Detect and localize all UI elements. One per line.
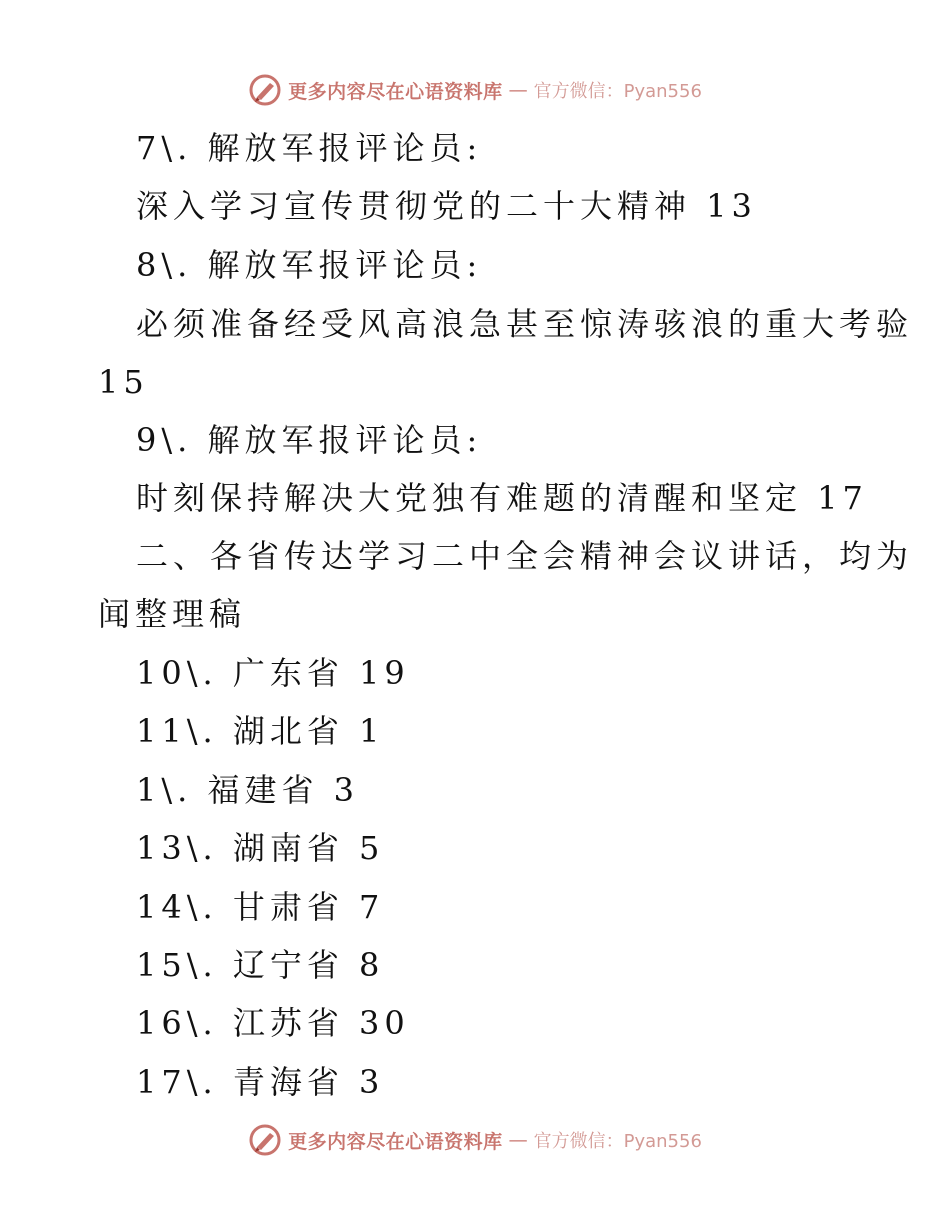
pen-logo-icon	[248, 73, 282, 107]
section-two-heading-cont: 闻整理稿	[98, 595, 247, 633]
banner-wechat: 官方微信：Pyan556	[533, 1131, 702, 1152]
toc-entry-15: 15\. 辽宁省 8	[136, 946, 385, 984]
toc-entry-10: 10\. 广东省 19	[136, 654, 410, 692]
toc-entry-7-heading: 7\. 解放军报评论员:	[136, 129, 483, 167]
banner-wechat: 官方微信：Pyan556	[533, 81, 702, 102]
toc-entry-9-title: 时刻保持解决大党独有难题的清醒和坚定 17	[136, 479, 868, 517]
pen-logo-icon	[248, 1123, 282, 1157]
section-two-heading: 二、各省传达学习二中全会精神会议讲话，均为	[136, 537, 914, 575]
toc-entry-16: 16\. 江苏省 30	[136, 1004, 410, 1042]
toc-entry-7-title: 深入学习宣传贯彻党的二十大精神 13	[136, 187, 757, 225]
toc-entry-12: 1\. 福建省 3	[136, 771, 360, 809]
toc-entry-9-heading: 9\. 解放军报评论员:	[136, 421, 483, 459]
banner-title: 更多内容尽在心语资料库	[288, 1130, 503, 1153]
toc-entry-13: 13\. 湖南省 5	[136, 829, 385, 867]
banner-separator: —	[508, 79, 528, 101]
toc-entry-8-heading: 8\. 解放军报评论员:	[136, 246, 483, 284]
banner-title: 更多内容尽在心语资料库	[288, 80, 503, 103]
toc-entry-8-title: 必须准备经受风高浪急甚至惊涛骇浪的重大考验	[136, 305, 914, 343]
banner-separator: —	[508, 1129, 528, 1151]
toc-entry-17: 17\. 青海省 3	[136, 1063, 385, 1101]
toc-entry-14: 14\. 甘肃省 7	[136, 888, 385, 926]
footer-banner	[0, 1120, 950, 1160]
toc-entry-11: 11\. 湖北省 1	[136, 712, 385, 750]
toc-entry-8-page: 15	[98, 363, 149, 401]
header-banner	[0, 70, 950, 110]
